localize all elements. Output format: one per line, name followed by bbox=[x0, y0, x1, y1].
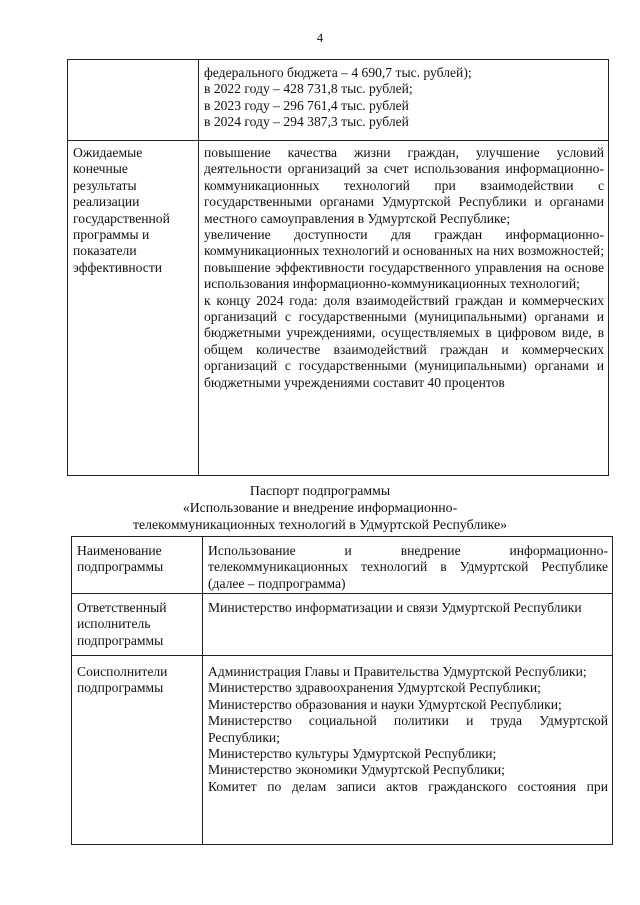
expected-results-label bbox=[68, 141, 199, 476]
label-line: Ответственный bbox=[77, 600, 167, 615]
co-executors-label bbox=[72, 656, 203, 845]
funding-line: в 2024 году – 294 387,3 тыс. рублей bbox=[204, 114, 409, 130]
label-line: Ожидаемые bbox=[73, 145, 143, 160]
results-paragraph: повышение эффективности государственного управления на основе использования информационно-коммуникационных технологий; bbox=[204, 259, 604, 292]
funding-line: в 2022 году – 428 731,8 тыс. рублей; bbox=[204, 81, 413, 97]
subprogram-heading bbox=[0, 482, 640, 533]
table-row bbox=[72, 537, 613, 594]
co-executors-value bbox=[203, 656, 613, 845]
value-paragraph: Министерство информатизации и связи Удмуртской Республики bbox=[208, 600, 582, 615]
funding-line: федерального бюджета – 4 690,7 тыс. рублей); bbox=[204, 65, 472, 80]
label-line: государственной bbox=[73, 210, 170, 226]
subprogram-name-value bbox=[203, 537, 613, 594]
label-line: подпрограммы bbox=[77, 559, 164, 575]
value-paragraph: Министерство экономики Удмуртской Республики; bbox=[208, 762, 505, 778]
heading-line: Паспорт подпрограммы bbox=[249, 483, 391, 498]
label-line: Наименование bbox=[77, 543, 162, 558]
expected-results-text bbox=[199, 141, 609, 476]
row-label-cell bbox=[68, 60, 199, 141]
value-paragraph: Комитет по делам записи актов гражданского состояния при bbox=[208, 778, 608, 794]
responsible-executor-value bbox=[203, 594, 613, 656]
table-row bbox=[68, 141, 609, 476]
table-row bbox=[68, 60, 609, 141]
subprogram-name-label bbox=[72, 537, 203, 594]
results-paragraph: повышение качества жизни граждан, улучшение условий деятельности организаций за счет использования информационно-коммуникационных технологий при взаимодействии с государственными органами Удмуртской Республики и органами местного самоуправления в Удмуртской Республике; bbox=[204, 145, 604, 226]
funding-line: в 2023 году – 296 761,4 тыс. рублей bbox=[204, 97, 409, 113]
program-passport-table-continued bbox=[67, 59, 609, 476]
page-number: 4 bbox=[316, 31, 324, 45]
value-paragraph: Министерство здравоохранения Удмуртской Республики; bbox=[208, 680, 541, 696]
value-paragraph: Министерство культуры Удмуртской Республики; bbox=[208, 746, 497, 762]
label-line: эффективности bbox=[73, 259, 163, 275]
responsible-executor-label bbox=[72, 594, 203, 656]
label-line: подпрограммы bbox=[77, 632, 164, 648]
label-line: реализации bbox=[73, 194, 140, 210]
label-line: подпрограммы bbox=[77, 680, 164, 696]
label-line: результаты bbox=[73, 177, 137, 193]
value-paragraph: Министерство образования и науки Удмуртской Республики; bbox=[208, 696, 562, 712]
subprogram-passport-table bbox=[71, 536, 613, 845]
label-line: конечные bbox=[73, 161, 128, 177]
heading-line: телекоммуникационных технологий в Удмуртской Республике» bbox=[133, 517, 507, 532]
value-paragraph: Администрация Главы и Правительства Удмуртской Республики; bbox=[208, 664, 587, 679]
label-line: показатели bbox=[73, 243, 137, 259]
value-paragraph: Министерство социальной политики и труда Удмуртской Республики; bbox=[208, 713, 608, 745]
table-row bbox=[72, 656, 613, 845]
value-paragraph: Использование и внедрение информационно-телекоммуникационных технологий в Удмуртской Республике (далее – подпрограмма) bbox=[208, 543, 608, 591]
table-row bbox=[72, 594, 613, 656]
label-line: исполнитель bbox=[77, 616, 151, 632]
heading-line: «Использование и внедрение информационно- bbox=[182, 500, 458, 515]
label-line: Соисполнители bbox=[77, 664, 168, 679]
funding-cell bbox=[199, 60, 609, 141]
results-paragraph: увеличение доступности для граждан информационно-коммуникационных технологий и основанных на них возможностей; bbox=[204, 227, 604, 259]
label-line: программы и bbox=[73, 227, 150, 243]
results-paragraph: к концу 2024 года: доля взаимодействий граждан и коммерческих организаций с государственными (муниципальными) органами и бюджетными учреждениями, осуществляемых в цифровом виде, в общем количестве взаимодействий граждан и коммерческих организаций с государственными (муниципальными) органами и бюджетными учреждениями составит 40 процентов bbox=[204, 292, 604, 390]
